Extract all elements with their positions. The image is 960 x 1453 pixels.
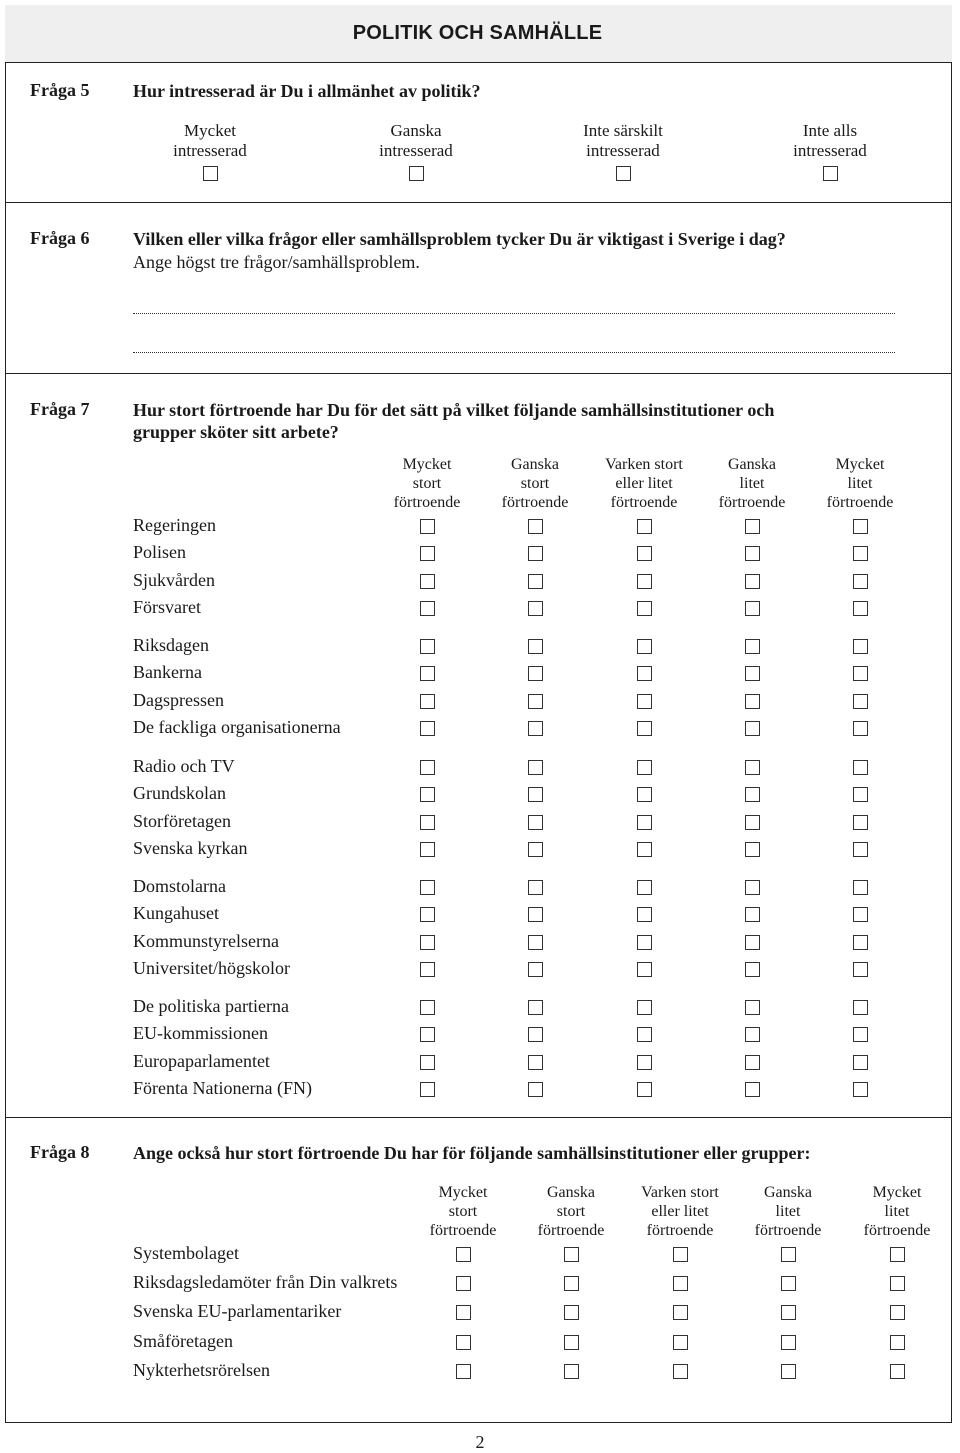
q8-scale-label: Ganska bbox=[547, 1184, 595, 1201]
divider bbox=[5, 1117, 952, 1118]
q7-checkbox[interactable] bbox=[420, 880, 435, 895]
q7-scale-label: litet bbox=[739, 475, 765, 492]
q8-checkbox[interactable] bbox=[890, 1247, 905, 1262]
q5-option-label: intresserad bbox=[793, 141, 867, 160]
q7-item-label: Domstolarna bbox=[133, 876, 226, 896]
q7-item-label: Svenska kyrkan bbox=[133, 837, 248, 858]
q7-checkbox[interactable] bbox=[853, 815, 868, 830]
q7-checkbox[interactable] bbox=[528, 842, 543, 857]
q7-checkbox[interactable] bbox=[745, 601, 760, 616]
q6-instruction: Ange högst tre frågor/samhällsproblem. bbox=[133, 252, 420, 272]
q7-checkbox[interactable] bbox=[637, 519, 652, 534]
q7-checkbox[interactable] bbox=[853, 880, 868, 895]
q7-checkbox[interactable] bbox=[745, 694, 760, 709]
q5-checkbox[interactable] bbox=[616, 166, 631, 181]
q7-checkbox[interactable] bbox=[745, 639, 760, 654]
q7-checkbox[interactable] bbox=[745, 574, 760, 589]
section-title: POLITIK OCH SAMHÄLLE bbox=[352, 22, 603, 44]
q8-checkbox[interactable] bbox=[890, 1276, 905, 1291]
q7-item-label: Kommunstyrelserna bbox=[133, 930, 279, 951]
q8-checkbox[interactable] bbox=[781, 1335, 796, 1350]
q8-checkbox[interactable] bbox=[673, 1247, 688, 1262]
page-number: 2 bbox=[475, 1432, 485, 1452]
q8-checkbox[interactable] bbox=[564, 1335, 579, 1350]
q7-checkbox[interactable] bbox=[420, 1082, 435, 1097]
q7-checkbox[interactable] bbox=[745, 1027, 760, 1042]
q7-checkbox[interactable] bbox=[853, 962, 868, 977]
q8-scale-label: stort bbox=[448, 1203, 478, 1220]
q7-checkbox[interactable] bbox=[853, 842, 868, 857]
q7-checkbox[interactable] bbox=[528, 1055, 543, 1070]
q8-scale-label: Mycket bbox=[438, 1184, 488, 1201]
q8-checkbox[interactable] bbox=[564, 1364, 579, 1379]
q7-scale-label: litet bbox=[847, 475, 873, 492]
q7-checkbox[interactable] bbox=[853, 574, 868, 589]
q5-option-label: intresserad bbox=[173, 141, 247, 160]
q7-item-label: Storföretagen bbox=[133, 810, 231, 831]
q7-item-label: Radio och TV bbox=[133, 756, 235, 776]
q7-checkbox[interactable] bbox=[853, 1082, 868, 1097]
q7-checkbox[interactable] bbox=[528, 639, 543, 654]
q7-scale-label: förtroende bbox=[718, 494, 786, 511]
q7-checkbox[interactable] bbox=[637, 880, 652, 895]
answer-line-1[interactable] bbox=[133, 311, 895, 314]
q7-item-label: Grundskolan bbox=[133, 783, 226, 804]
q7-checkbox[interactable] bbox=[420, 639, 435, 654]
q7-checkbox[interactable] bbox=[528, 546, 543, 561]
q7-checkbox[interactable] bbox=[420, 601, 435, 616]
q5-number: Fråga 5 bbox=[30, 80, 90, 100]
q8-scale-label: stort bbox=[556, 1203, 586, 1220]
q7-checkbox[interactable] bbox=[853, 601, 868, 616]
q7-checkbox[interactable] bbox=[637, 601, 652, 616]
q7-checkbox[interactable] bbox=[420, 935, 435, 950]
q7-checkbox[interactable] bbox=[420, 546, 435, 561]
q7-item-label: Sjukvården bbox=[133, 569, 215, 590]
q8-scale-label: litet bbox=[775, 1203, 801, 1220]
q7-scale-label: stort bbox=[412, 475, 442, 492]
q8-item-label: Systembolaget bbox=[133, 1243, 239, 1263]
q7-checkbox[interactable] bbox=[420, 787, 435, 802]
q7-checkbox[interactable] bbox=[745, 935, 760, 950]
q7-checkbox[interactable] bbox=[420, 760, 435, 775]
q7-question-line1: Hur stort förtroende har Du för det sätt på vilket följande samhällsinstitutioner och bbox=[133, 400, 775, 420]
q7-checkbox[interactable] bbox=[420, 694, 435, 709]
q7-checkbox[interactable] bbox=[745, 787, 760, 802]
q8-checkbox[interactable] bbox=[890, 1305, 905, 1320]
q8-checkbox[interactable] bbox=[456, 1276, 471, 1291]
q7-checkbox[interactable] bbox=[528, 1082, 543, 1097]
answer-line-2[interactable] bbox=[133, 350, 895, 353]
q7-checkbox[interactable] bbox=[420, 519, 435, 534]
q8-checkbox[interactable] bbox=[673, 1364, 688, 1379]
q7-checkbox[interactable] bbox=[420, 721, 435, 736]
q7-checkbox[interactable] bbox=[853, 1055, 868, 1070]
q8-checkbox[interactable] bbox=[673, 1335, 688, 1350]
q8-item-label: Nykterhetsrörelsen bbox=[133, 1359, 270, 1380]
q7-checkbox[interactable] bbox=[528, 935, 543, 950]
q7-checkbox[interactable] bbox=[637, 666, 652, 681]
q7-checkbox[interactable] bbox=[745, 962, 760, 977]
q5-option-label: Ganska bbox=[390, 121, 442, 140]
q8-checkbox[interactable] bbox=[564, 1247, 579, 1262]
q6-number: Fråga 6 bbox=[30, 228, 90, 248]
q7-item-label: Regeringen bbox=[133, 515, 216, 535]
q8-checkbox[interactable] bbox=[781, 1276, 796, 1291]
q7-number: Fråga 7 bbox=[30, 399, 90, 419]
q7-scale-label: Ganska bbox=[511, 456, 559, 473]
q7-checkbox[interactable] bbox=[637, 639, 652, 654]
q7-checkbox[interactable] bbox=[853, 907, 868, 922]
q7-checkbox[interactable] bbox=[745, 1000, 760, 1015]
q7-checkbox[interactable] bbox=[745, 907, 760, 922]
q7-item-label: EU-kommissionen bbox=[133, 1023, 268, 1044]
q7-checkbox[interactable] bbox=[528, 787, 543, 802]
q7-checkbox[interactable] bbox=[420, 842, 435, 857]
q5-option-label: Inte alls bbox=[802, 121, 858, 140]
q8-checkbox[interactable] bbox=[456, 1247, 471, 1262]
q7-checkbox[interactable] bbox=[528, 666, 543, 681]
q7-checkbox[interactable] bbox=[745, 1055, 760, 1070]
q7-item-label: Dagspressen bbox=[133, 689, 224, 710]
q7-checkbox[interactable] bbox=[853, 1000, 868, 1015]
q7-checkbox[interactable] bbox=[528, 760, 543, 775]
q7-scale-label: förtroende bbox=[826, 494, 894, 511]
q8-checkbox[interactable] bbox=[456, 1305, 471, 1320]
q7-checkbox[interactable] bbox=[745, 666, 760, 681]
q5-option-label: Inte särskilt bbox=[583, 121, 663, 140]
q7-checkbox[interactable] bbox=[637, 842, 652, 857]
q7-checkbox[interactable] bbox=[420, 962, 435, 977]
q7-item-label: Försvaret bbox=[133, 596, 201, 617]
q8-checkbox[interactable] bbox=[781, 1305, 796, 1320]
q7-checkbox[interactable] bbox=[637, 1082, 652, 1097]
q7-item-label: De politiska partierna bbox=[133, 996, 289, 1016]
q7-checkbox[interactable] bbox=[853, 519, 868, 534]
q8-item-label: Riksdagsledamöter från Din valkrets bbox=[133, 1272, 398, 1293]
q5-checkbox[interactable] bbox=[203, 166, 218, 181]
q8-item-label: Svenska EU-parlamentariker bbox=[133, 1301, 342, 1322]
q7-checkbox[interactable] bbox=[528, 880, 543, 895]
q7-checkbox[interactable] bbox=[528, 694, 543, 709]
q7-checkbox[interactable] bbox=[853, 935, 868, 950]
q7-scale-label: Mycket bbox=[835, 456, 885, 473]
q7-item-label: Bankerna bbox=[133, 662, 202, 683]
q5-checkbox[interactable] bbox=[823, 166, 838, 181]
q8-checkbox[interactable] bbox=[890, 1335, 905, 1350]
q7-checkbox[interactable] bbox=[745, 721, 760, 736]
q7-checkbox[interactable] bbox=[745, 519, 760, 534]
q7-checkbox[interactable] bbox=[528, 601, 543, 616]
q7-checkbox[interactable] bbox=[637, 907, 652, 922]
q5-option-label: Mycket bbox=[184, 121, 236, 140]
q8-checkbox[interactable] bbox=[564, 1305, 579, 1320]
q8-checkbox[interactable] bbox=[456, 1335, 471, 1350]
q8-checkbox[interactable] bbox=[890, 1364, 905, 1379]
q8-scale-label: förtroende bbox=[537, 1222, 605, 1239]
q7-checkbox[interactable] bbox=[637, 962, 652, 977]
q7-question-line2: grupper sköter sitt arbete? bbox=[133, 422, 339, 442]
q8-checkbox[interactable] bbox=[456, 1364, 471, 1379]
q7-item-label: Europaparlamentet bbox=[133, 1050, 270, 1071]
q7-checkbox[interactable] bbox=[420, 1027, 435, 1042]
q8-checkbox[interactable] bbox=[673, 1276, 688, 1291]
q7-checkbox[interactable] bbox=[745, 842, 760, 857]
q8-question: Ange också hur stort förtroende Du har för följande samhällsinstitutioner eller grupper: bbox=[133, 1143, 811, 1163]
q7-checkbox[interactable] bbox=[637, 1055, 652, 1070]
q8-scale-label: eller litet bbox=[651, 1203, 709, 1220]
q7-checkbox[interactable] bbox=[745, 546, 760, 561]
q8-scale-label: Ganska bbox=[764, 1184, 812, 1201]
q7-checkbox[interactable] bbox=[420, 1000, 435, 1015]
q7-checkbox[interactable] bbox=[853, 721, 868, 736]
q7-checkbox[interactable] bbox=[853, 760, 868, 775]
q7-checkbox[interactable] bbox=[528, 519, 543, 534]
q7-checkbox[interactable] bbox=[528, 962, 543, 977]
q7-checkbox[interactable] bbox=[420, 574, 435, 589]
q7-item-label: Riksdagen bbox=[133, 635, 209, 655]
q7-scale-label: Varken stort bbox=[605, 456, 683, 473]
q7-scale-label: förtroende bbox=[501, 494, 569, 511]
q7-checkbox[interactable] bbox=[420, 815, 435, 830]
q7-checkbox[interactable] bbox=[853, 1027, 868, 1042]
q7-checkbox[interactable] bbox=[637, 787, 652, 802]
q7-item-label: Kungahuset bbox=[133, 903, 219, 924]
q7-checkbox[interactable] bbox=[637, 935, 652, 950]
q7-checkbox[interactable] bbox=[528, 1027, 543, 1042]
q8-checkbox[interactable] bbox=[673, 1305, 688, 1320]
q7-item-label: Förenta Nationerna (FN) bbox=[133, 1077, 312, 1098]
q7-scale-label: stort bbox=[520, 475, 550, 492]
q7-item-label: De fackliga organisationerna bbox=[133, 716, 341, 737]
q8-scale-label: Varken stort bbox=[641, 1184, 719, 1201]
q7-scale-label: Ganska bbox=[728, 456, 776, 473]
q8-scale-label: Mycket bbox=[872, 1184, 922, 1201]
q7-item-label: Universitet/högskolor bbox=[133, 957, 290, 978]
q7-checkbox[interactable] bbox=[637, 574, 652, 589]
q7-checkbox[interactable] bbox=[528, 1000, 543, 1015]
q8-checkbox[interactable] bbox=[781, 1364, 796, 1379]
q7-scale-label: Mycket bbox=[402, 456, 452, 473]
q5-checkbox[interactable] bbox=[409, 166, 424, 181]
q7-checkbox[interactable] bbox=[637, 815, 652, 830]
q7-checkbox[interactable] bbox=[745, 815, 760, 830]
q7-checkbox[interactable] bbox=[853, 666, 868, 681]
q7-checkbox[interactable] bbox=[528, 721, 543, 736]
q7-checkbox[interactable] bbox=[853, 639, 868, 654]
q8-scale-label: förtroende bbox=[863, 1222, 931, 1239]
q7-checkbox[interactable] bbox=[637, 694, 652, 709]
q7-checkbox[interactable] bbox=[637, 721, 652, 736]
q8-item-label: Småföretagen bbox=[133, 1330, 233, 1351]
q8-checkbox[interactable] bbox=[564, 1276, 579, 1291]
divider bbox=[5, 373, 952, 374]
q6-question: Vilken eller vilka frågor eller samhällsproblem tycker Du är viktigast i Sverige i dag? bbox=[133, 229, 786, 249]
q7-scale-label: eller litet bbox=[615, 475, 673, 492]
q7-checkbox[interactable] bbox=[528, 815, 543, 830]
q7-checkbox[interactable] bbox=[420, 1055, 435, 1070]
q7-checkbox[interactable] bbox=[637, 760, 652, 775]
q7-scale-label: förtroende bbox=[610, 494, 678, 511]
q8-number: Fråga 8 bbox=[30, 1142, 90, 1162]
q5-question: Hur intresserad är Du i allmänhet av politik? bbox=[133, 81, 481, 101]
q7-checkbox[interactable] bbox=[528, 574, 543, 589]
q8-scale-label: förtroende bbox=[429, 1222, 497, 1239]
q7-checkbox[interactable] bbox=[853, 694, 868, 709]
divider bbox=[5, 202, 952, 203]
q8-checkbox[interactable] bbox=[781, 1247, 796, 1262]
q7-checkbox[interactable] bbox=[745, 880, 760, 895]
q7-item-label: Polisen bbox=[133, 542, 187, 563]
q7-scale-label: förtroende bbox=[393, 494, 461, 511]
q7-checkbox[interactable] bbox=[853, 787, 868, 802]
q7-checkbox[interactable] bbox=[745, 760, 760, 775]
q5-option-label: intresserad bbox=[379, 141, 453, 160]
q7-checkbox[interactable] bbox=[745, 1082, 760, 1097]
q7-checkbox[interactable] bbox=[637, 546, 652, 561]
q7-checkbox[interactable] bbox=[528, 907, 543, 922]
q5-option-label: intresserad bbox=[586, 141, 660, 160]
q7-checkbox[interactable] bbox=[637, 1000, 652, 1015]
q7-checkbox[interactable] bbox=[420, 666, 435, 681]
q8-scale-label: förtroende bbox=[646, 1222, 714, 1239]
q7-checkbox[interactable] bbox=[853, 546, 868, 561]
q7-checkbox[interactable] bbox=[420, 907, 435, 922]
q7-checkbox[interactable] bbox=[637, 1027, 652, 1042]
q8-scale-label: litet bbox=[884, 1203, 910, 1220]
q8-scale-label: förtroende bbox=[754, 1222, 822, 1239]
